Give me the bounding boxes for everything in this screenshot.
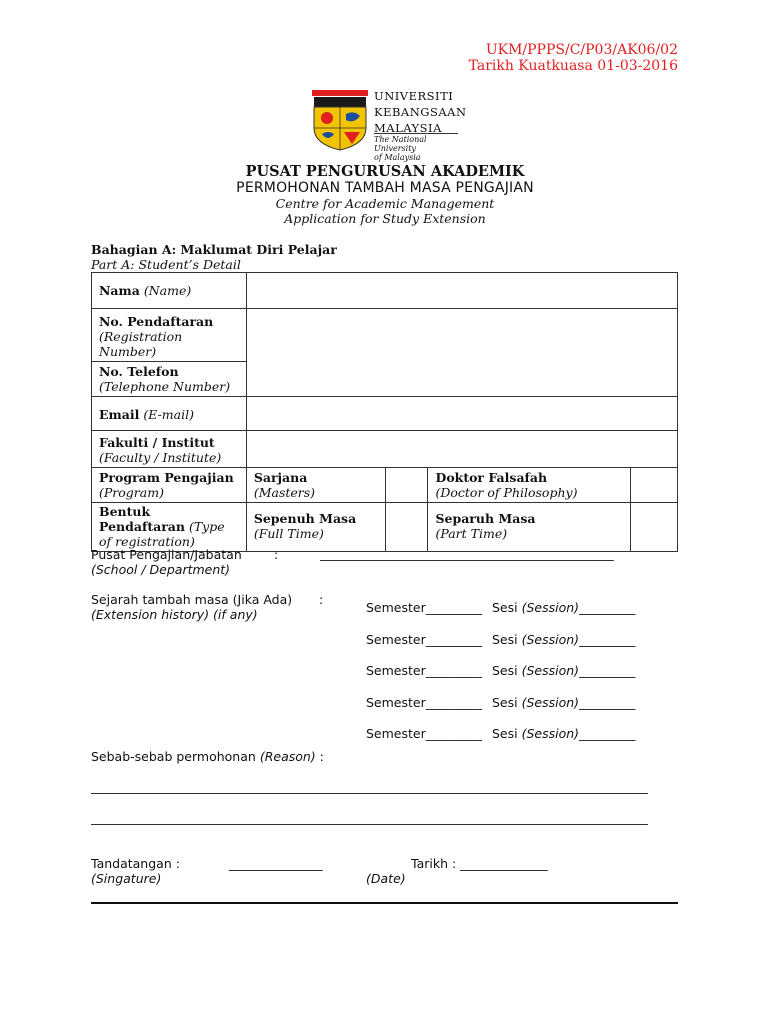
session-label: Sesi xyxy=(492,631,518,647)
fulltime-label: Sepenuh Masa xyxy=(253,511,357,526)
masters-option-cell xyxy=(246,468,385,503)
session-label-en: (Session) xyxy=(521,663,580,678)
date-input[interactable]: ______________ xyxy=(460,856,548,871)
session-label: Sesi xyxy=(492,663,518,678)
email-label-en: (E-mail) xyxy=(143,407,194,422)
student-detail-table xyxy=(91,272,678,552)
registration-label: No. Pendaftaran xyxy=(99,314,214,329)
fulltime-checkbox[interactable] xyxy=(385,503,428,552)
faculty-input-cell[interactable] xyxy=(246,431,677,468)
page-subtitle-en: Application for Study Extension xyxy=(284,211,486,226)
document-header-code xyxy=(469,42,678,74)
phd-label: Doktor Falsafah xyxy=(435,470,548,485)
school-label: Pusat Pengajian/Jabatan xyxy=(91,547,242,562)
semester-input[interactable]: _________ xyxy=(425,600,482,615)
list-item xyxy=(366,687,635,719)
session-label-en: (Session) xyxy=(521,600,580,615)
masters-label-en: (Masters) xyxy=(253,485,316,500)
email-label-cell xyxy=(92,397,247,431)
semester-label: Semester xyxy=(366,600,426,615)
logo-tagline-1: The National University xyxy=(374,135,427,153)
semester-input[interactable]: _________ xyxy=(425,663,482,678)
list-item xyxy=(366,592,635,624)
reason-input-line-2[interactable] xyxy=(91,824,648,825)
session-input[interactable]: _________ xyxy=(579,726,636,741)
semester-label: Semester xyxy=(366,663,426,678)
name-label-en: (Name) xyxy=(143,283,192,298)
masters-checkbox[interactable] xyxy=(385,468,428,503)
school-colon: : xyxy=(274,547,279,562)
session-input[interactable]: _________ xyxy=(579,663,636,678)
semester-input[interactable]: _________ xyxy=(425,726,482,741)
list-item xyxy=(366,718,635,750)
session-label: Sesi xyxy=(492,694,518,710)
reason-label: Sebab-sebab permohonan xyxy=(91,749,256,764)
parttime-option-cell xyxy=(428,503,631,552)
phone-label: No. Telefon xyxy=(99,364,179,379)
phone-label-cell xyxy=(92,362,247,397)
semester-label: Semester xyxy=(366,694,426,710)
reason-colon: : xyxy=(319,749,324,764)
school-label-en: (School / Department) xyxy=(91,562,231,577)
semester-label: Semester xyxy=(366,631,426,647)
extension-colon: : xyxy=(319,592,324,607)
registration-label-en-2: Number) xyxy=(99,344,157,359)
extension-label-en: (Extension history) (if any) xyxy=(91,607,258,622)
regtype-label-cell xyxy=(92,503,247,552)
logo-divider xyxy=(374,133,458,134)
fulltime-label-en: (Full Time) xyxy=(253,526,324,541)
phd-checkbox[interactable] xyxy=(631,468,678,503)
name-input-cell[interactable] xyxy=(246,273,677,309)
regtype-label-en-2: of registration) xyxy=(99,534,195,549)
date-row xyxy=(411,856,548,871)
email-label: Email xyxy=(99,407,140,422)
section-a-title: Bahagian A: Maklumat Diri Pelajar xyxy=(91,242,337,257)
registration-label-en-1: (Registration xyxy=(99,329,183,344)
page-subtitle: PERMOHONAN TAMBAH MASA PENGAJIAN xyxy=(236,180,534,196)
crest-icon xyxy=(308,88,372,152)
table-row xyxy=(92,503,678,552)
phd-option-cell xyxy=(428,468,631,503)
document-code: UKM/PPPS/C/P03/AK06/02 xyxy=(485,42,678,58)
phone-label-en: (Telephone Number) xyxy=(99,379,231,394)
table-row xyxy=(92,309,678,362)
semester-input[interactable]: _________ xyxy=(425,631,482,647)
regtype-label-en-1: (Type xyxy=(188,519,225,534)
table-row xyxy=(92,273,678,309)
masters-label: Sarjana xyxy=(253,470,308,485)
bottom-divider xyxy=(91,902,678,904)
table-row xyxy=(92,431,678,468)
session-label-en: (Session) xyxy=(521,631,580,647)
extension-label: Sejarah tambah masa (Jika Ada) xyxy=(91,592,293,607)
parttime-checkbox[interactable] xyxy=(631,503,678,552)
signature-label-en: (Singature) xyxy=(91,871,162,886)
registration-phone-input-cell[interactable] xyxy=(246,309,677,397)
parttime-label: Separuh Masa xyxy=(435,511,536,526)
name-label: Nama xyxy=(99,283,140,298)
logo-line-3: MALAYSIA xyxy=(374,121,442,135)
session-label-en: (Session) xyxy=(521,726,580,741)
reason-label-en: (Reason) xyxy=(259,749,316,764)
signature-label: Tandatangan : xyxy=(91,856,180,871)
faculty-label-cell xyxy=(92,431,247,468)
semester-input[interactable]: _________ xyxy=(425,694,482,710)
logo-line-1: UNIVERSITI xyxy=(374,89,454,103)
date-label-en: (Date) xyxy=(366,871,406,886)
reason-label-row xyxy=(91,749,324,764)
session-input[interactable]: _________ xyxy=(579,694,636,710)
program-label: Program Pengajian xyxy=(99,470,234,485)
session-input[interactable]: _________ xyxy=(579,600,636,615)
registration-label-cell xyxy=(92,309,247,362)
logo-line-2: KEBANGSAAN xyxy=(374,105,467,119)
effective-date: Tarikh Kuatkuasa 01-03-2016 xyxy=(468,58,678,74)
date-label: Tarikh : xyxy=(411,856,457,871)
faculty-label-en: (Faculty / Institute) xyxy=(99,450,222,465)
table-row xyxy=(92,468,678,503)
reason-input-line-1[interactable] xyxy=(91,793,648,794)
parttime-label-en: (Part Time) xyxy=(435,526,508,541)
faculty-label: Fakulti / Institut xyxy=(99,435,215,450)
university-logo xyxy=(308,88,468,162)
name-label-cell xyxy=(92,273,247,309)
logo-tagline-2: of Malaysia xyxy=(374,153,421,162)
list-item xyxy=(366,655,635,687)
page-title-en: Centre for Academic Management xyxy=(275,196,495,211)
session-label: Sesi xyxy=(492,726,518,741)
extension-history-list xyxy=(366,592,635,750)
program-label-cell xyxy=(92,468,247,503)
session-label: Sesi xyxy=(492,600,518,615)
regtype-label-2: Pendaftaran xyxy=(99,519,185,534)
table-row xyxy=(92,397,678,431)
fulltime-option-cell xyxy=(246,503,385,552)
program-label-en: (Program) xyxy=(99,485,164,500)
session-input[interactable]: _________ xyxy=(579,631,636,647)
phd-label-en: (Doctor of Philosophy) xyxy=(435,485,578,500)
school-input-line[interactable]: _______________________________________________ xyxy=(320,546,614,561)
section-a-title-en: Part A: Student’s Detail xyxy=(91,257,241,272)
regtype-label-1: Bentuk xyxy=(99,504,151,519)
signature-input[interactable]: _______________ xyxy=(229,856,323,871)
semester-label: Semester xyxy=(366,726,426,741)
session-label-en: (Session) xyxy=(521,694,580,710)
list-item xyxy=(366,624,635,656)
page-title: PUSAT PENGURUSAN AKADEMIK xyxy=(245,163,525,180)
email-input-cell[interactable] xyxy=(246,397,677,431)
